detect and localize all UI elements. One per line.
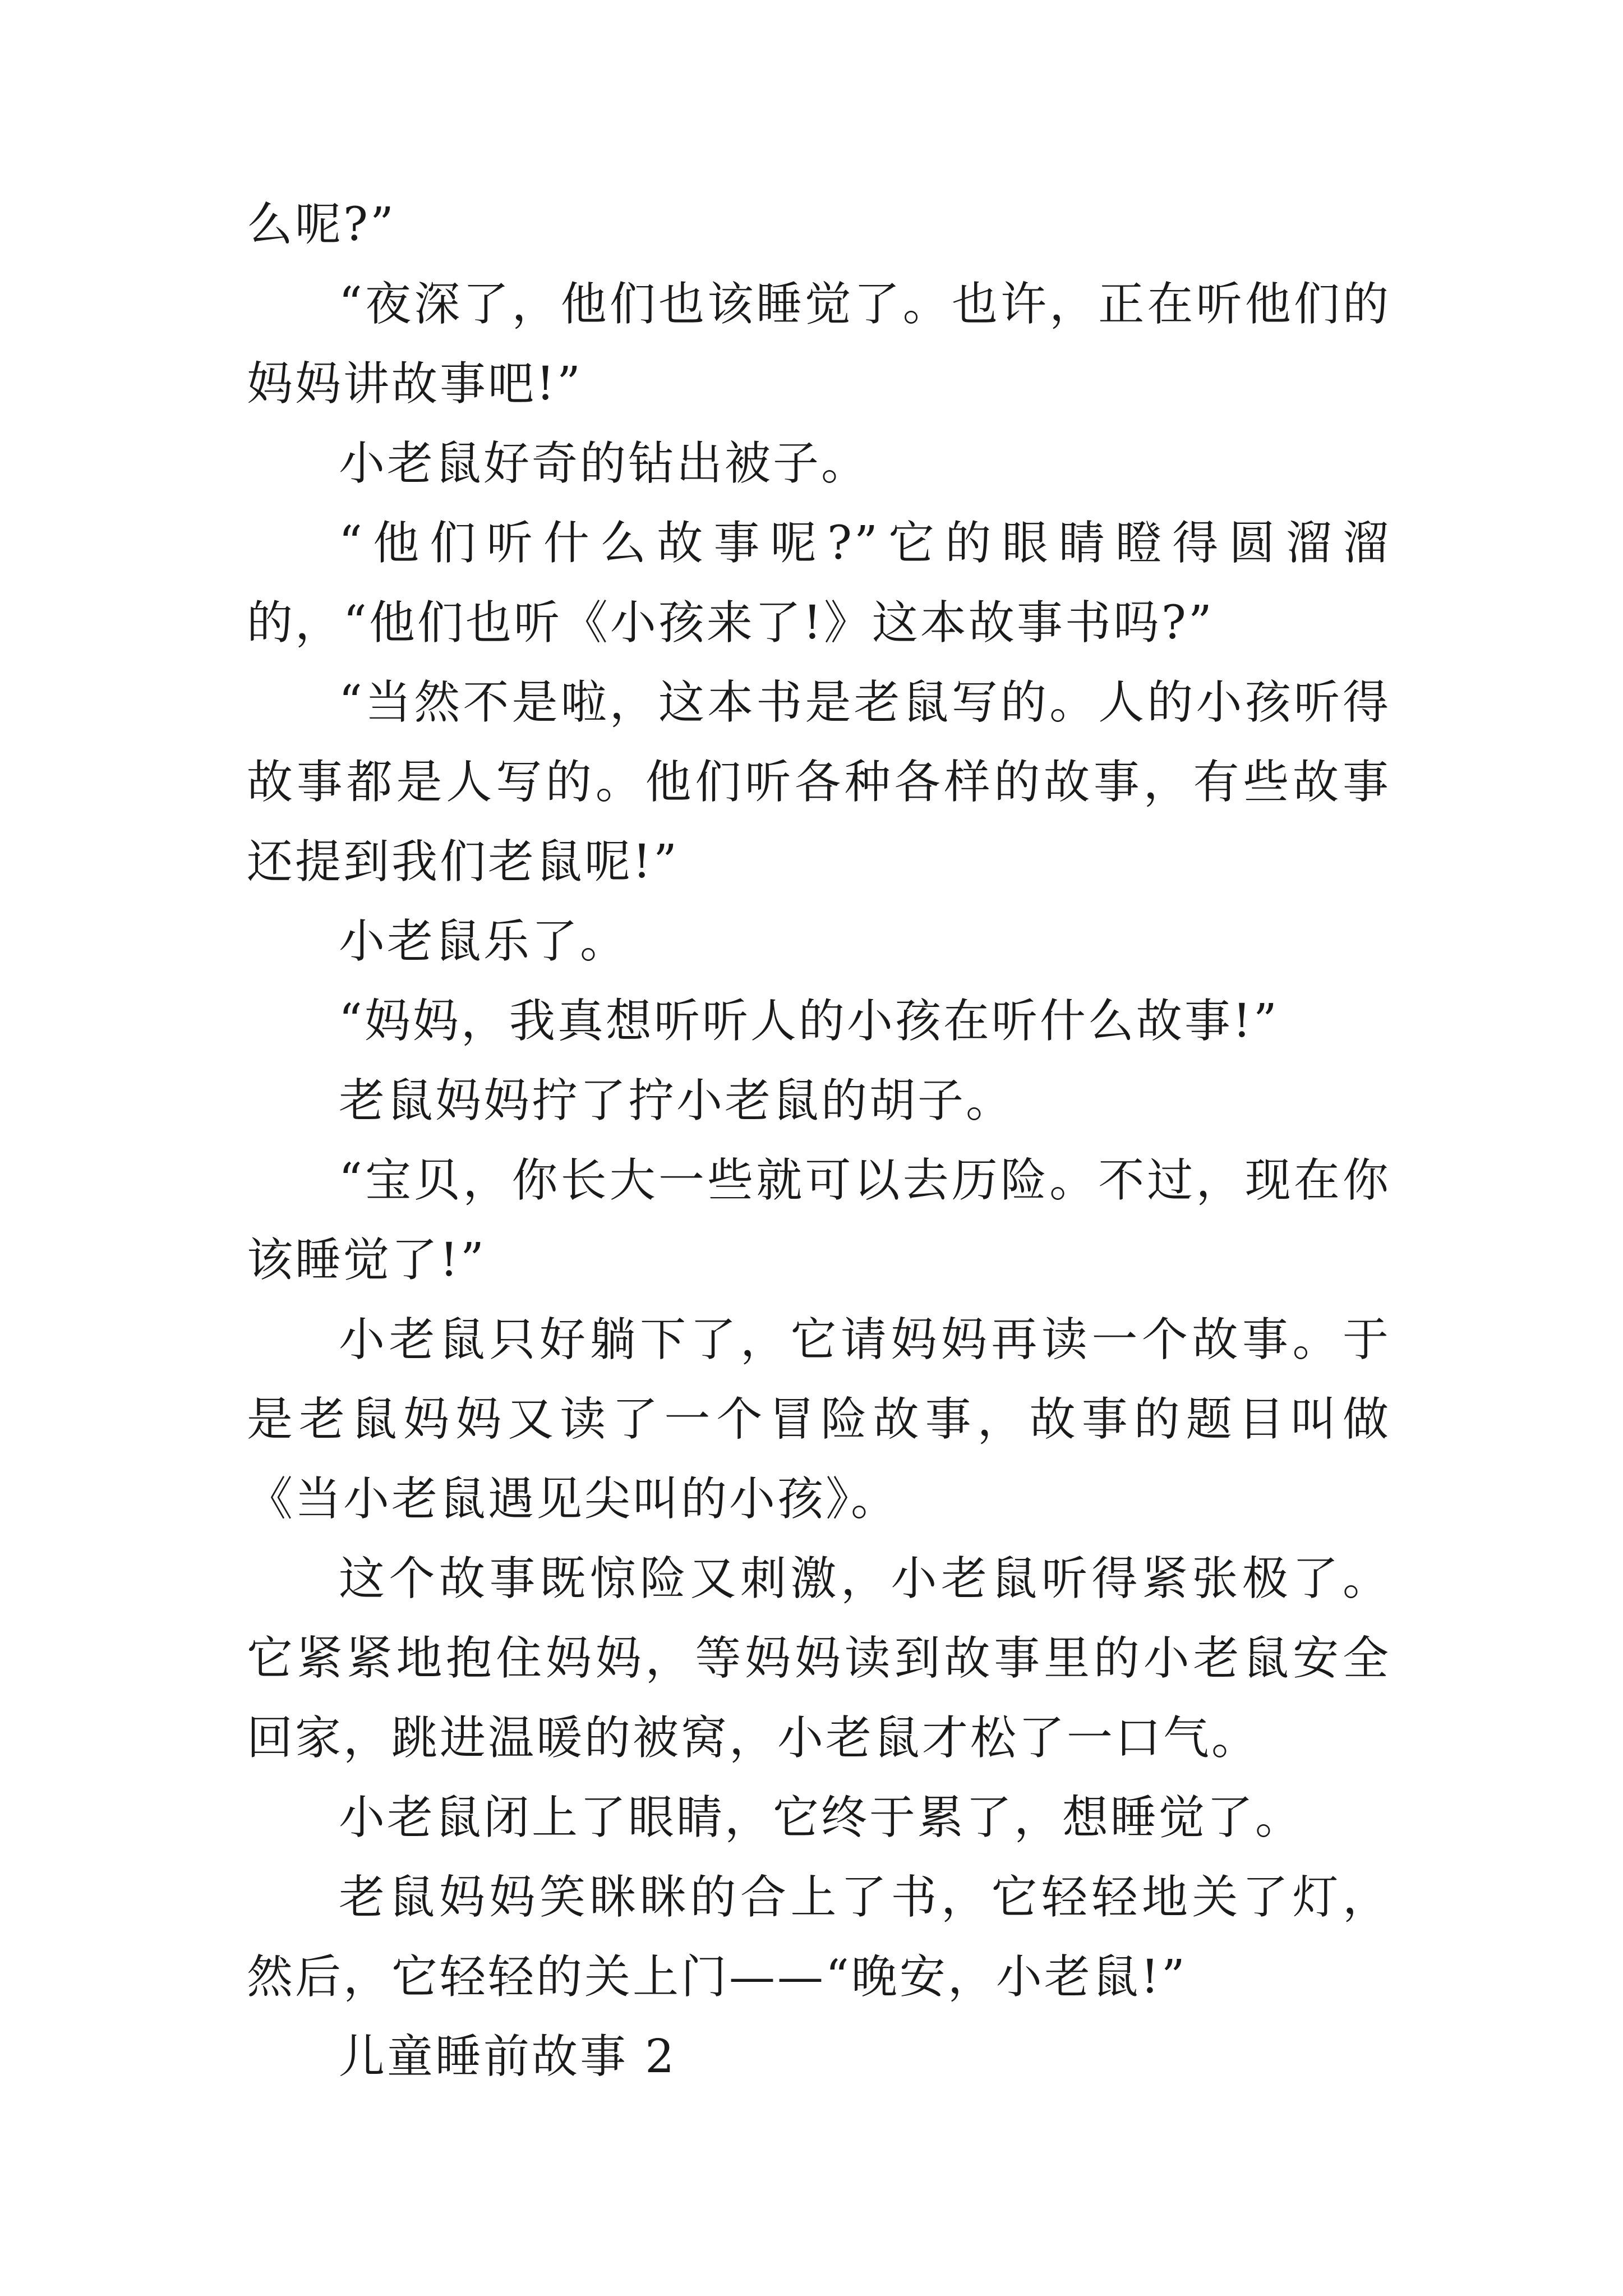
paragraph-7: “妈妈，我真想听听人的小孩在听什么故事!”: [339, 995, 1279, 1048]
paragraph-3: 小老鼠好奇的钻出被子。: [339, 437, 870, 490]
paragraph-6: 小老鼠乐了。: [339, 915, 629, 968]
paragraph-9: “宝贝，你长大一些就可以去历险。不过，现在你该睡觉了!”: [247, 1154, 1391, 1287]
document-body: [247, 185, 1391, 2097]
paragraph-4: “他们听什么故事呢?”它的眼睛瞪得圆溜溜的，“他们也听《小孩来了!》这本故事书吗?”: [247, 517, 1391, 650]
paragraph-8: 老鼠妈妈拧了拧小老鼠的胡子。: [339, 1074, 1015, 1128]
paragraph-11: 这个故事既惊险又刺激，小老鼠听得紧张极了。它紧紧地抱住妈妈，等妈妈读到故事里的小老鼠安全回家，跳进温暖的被窝，小老鼠才松了一口气。: [247, 1552, 1391, 1765]
paragraph-10: 小老鼠只好躺下了，它请妈妈再读一个故事。于是老鼠妈妈又读了一个冒险故事，故事的题目叫做《当小老鼠遇见尖叫的小孩》。: [247, 1313, 1391, 1526]
paragraph-13: 老鼠妈妈笑眯眯的合上了书，它轻轻地关了灯，然后，它轻轻的关上门——“晚安，小老鼠!”: [247, 1871, 1391, 2004]
paragraph-12: 小老鼠闭上了眼睛，它终于累了，想睡觉了。: [339, 1791, 1304, 1844]
paragraph-5: “当然不是啦，这本书是老鼠写的。人的小孩听得故事都是人写的。他们听各种各样的故事，有些故事还提到我们老鼠呢!”: [247, 676, 1391, 889]
paragraph-1: 么呢?”: [247, 198, 396, 251]
paragraph-2: “夜深了，他们也该睡觉了。也许，正在听他们的妈妈讲故事吧!”: [247, 278, 1391, 411]
section-heading: 儿童睡前故事 2: [339, 2030, 677, 2083]
